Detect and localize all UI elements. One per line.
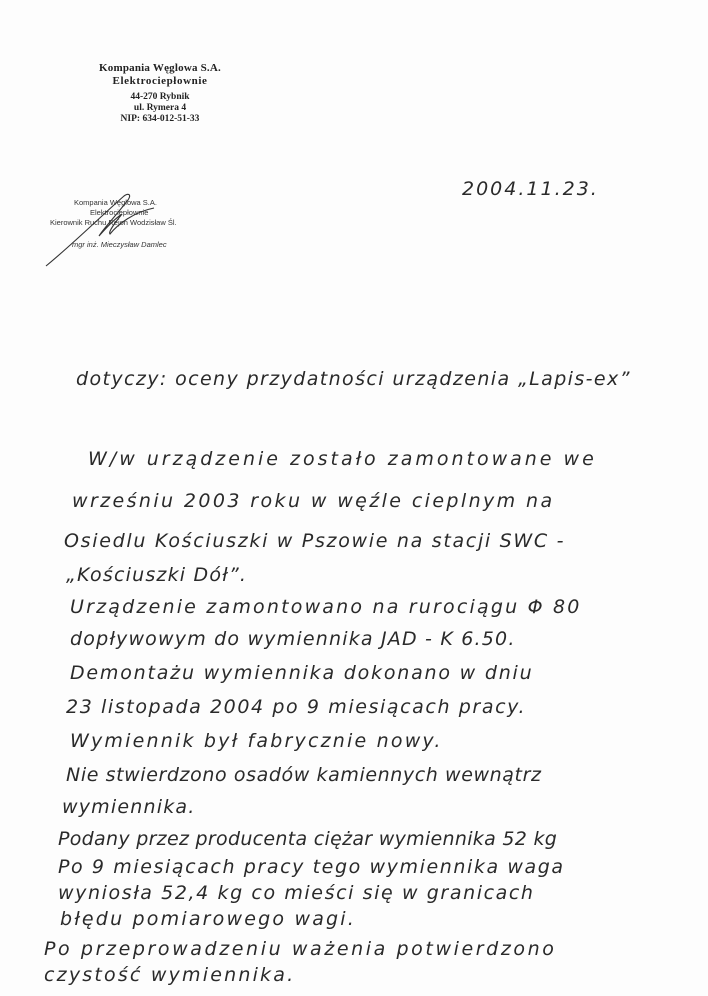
body-line: Osiedlu Kościuszki w Pszowie na stacji SWC - [64,530,566,552]
body-line: Nie stwierdzono osadów kamiennych wewnątrz [66,764,542,786]
signature-stamp-person: mgr inż. Mieczysław Damlec [72,240,167,249]
signature-stamp-division: Elektrociepłownie [90,208,149,217]
stamp-street: ul. Rymera 4 [133,103,187,113]
stamp-nip: NIP: 634-012-51-33 [120,114,200,124]
signature-stamp-company: Kompania Węglowa S.A. [74,198,157,207]
stamp-company-name: Kompania Węglowa S.A. [99,62,221,74]
body-line: 23 listopada 2004 po 9 miesiącach pracy. [66,696,527,718]
body-line: dopływowym do wymiennika JAD - K 6.50. [70,628,516,650]
body-line: błędu pomiarowego wagi. [60,908,357,930]
body-line: Wymiennik był fabrycznie nowy. [70,730,443,752]
company-stamp [70,62,250,124]
body-line: Podany przez producenta ciężar wymiennika 52 kg [58,828,558,850]
signature-stamp [44,188,264,268]
body-line: Demontażu wymiennika dokonano w dniu [70,662,534,684]
body-line: W/w urządzenie zostało zamontowane we [88,448,597,470]
signature-stamp-role: Kierownik Ruchu Rejon Wodzisław Śl. [50,218,177,227]
body-line: Po przeprowadzeniu ważenia potwierdzono [44,938,557,960]
stamp-postal-city: 44-270 Rybnik [130,92,190,102]
body-line: wrześniu 2003 roku w węźle cieplnym na [72,490,555,512]
stamp-division: Elektrociepłownie [112,75,208,87]
body-line: Urządzenie zamontowano na rurociągu Φ 80 [70,596,582,618]
body-line: Po 9 miesiącach pracy tego wymiennika waga [58,856,565,878]
handwritten-signature [44,188,264,268]
body-line: „Kościuszki Dół”. [66,564,248,586]
document-date: 2004.11.23. [462,178,599,200]
body-line: czystość wymiennika. [44,964,296,986]
body-line: wyniosła 52,4 kg co mieści się w granicach [58,882,535,904]
document-subject: dotyczy: oceny przydatności urządzenia „Lapis-ex” [76,368,631,390]
body-line: wymiennika. [62,796,196,818]
